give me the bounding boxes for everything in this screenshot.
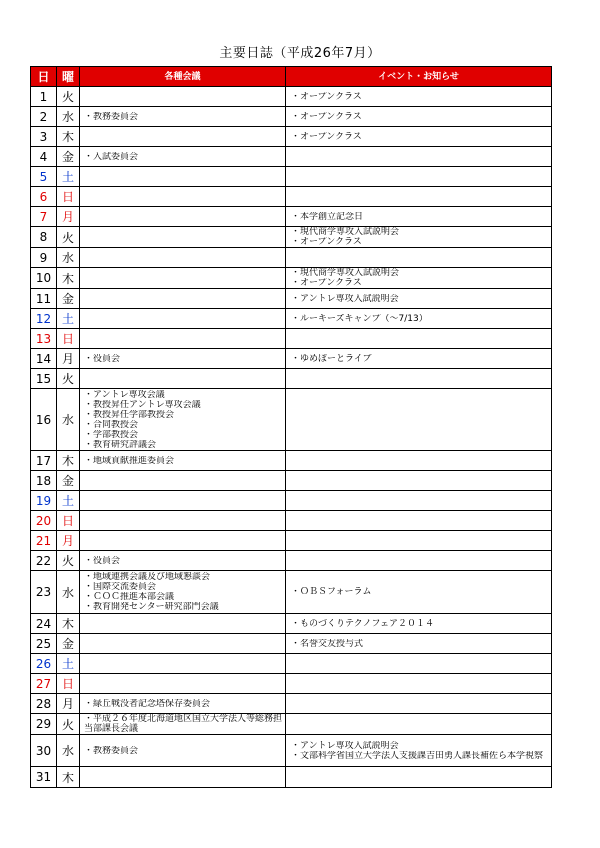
meetings-cell	[80, 551, 286, 571]
events-cell	[286, 187, 552, 207]
event-item: ・オープンクラス	[291, 111, 362, 122]
table-row	[31, 571, 552, 614]
weekday-cell: 日	[57, 329, 80, 349]
day-number-cell: 7	[31, 207, 57, 227]
day-number-cell: 27	[31, 674, 57, 694]
weekday-cell: 水	[57, 571, 80, 614]
weekday-cell: 水	[57, 107, 80, 127]
day-number-cell: 24	[31, 614, 57, 634]
meeting-item: ・教授昇任アントレ専攻会議	[84, 399, 201, 410]
meetings-cell	[80, 127, 286, 147]
events-cell	[286, 571, 552, 614]
table-row	[31, 107, 552, 127]
day-number-cell: 5	[31, 167, 57, 187]
weekday-cell: 月	[57, 207, 80, 227]
weekday-cell: 土	[57, 654, 80, 674]
events-cell	[286, 127, 552, 147]
meetings-cell	[80, 471, 286, 491]
meetings-cell	[80, 735, 286, 767]
weekday-cell: 水	[57, 735, 80, 767]
weekday-cell: 火	[57, 87, 80, 107]
weekday-cell: 水	[57, 248, 80, 268]
weekday-cell: 火	[57, 551, 80, 571]
meeting-item: ・役員会	[84, 555, 121, 566]
meetings-cell	[80, 491, 286, 511]
weekday-cell: 木	[57, 268, 80, 289]
table-row	[31, 227, 552, 248]
table-row	[31, 289, 552, 309]
event-item: ・本学創立記念日	[291, 211, 364, 222]
event-item: ・オープンクラス	[291, 278, 362, 288]
table-row	[31, 268, 552, 289]
weekday-cell: 日	[57, 511, 80, 531]
events-cell	[286, 654, 552, 674]
weekday-cell: 月	[57, 349, 80, 369]
meetings-cell	[80, 714, 286, 735]
table-row	[31, 167, 552, 187]
day-number-cell: 29	[31, 714, 57, 735]
events-cell	[286, 227, 552, 248]
day-number-cell: 21	[31, 531, 57, 551]
events-cell	[286, 674, 552, 694]
meetings-cell	[80, 389, 286, 451]
event-item: ・現代商学専攻入試説明会	[291, 268, 400, 278]
table-row	[31, 714, 552, 735]
table-row	[31, 309, 552, 329]
weekday-cell: 土	[57, 309, 80, 329]
event-item: ・オープンクラス	[291, 91, 362, 102]
meeting-item: ・教授昇任学部教授会	[84, 409, 175, 420]
meeting-item: ・学部教授会	[84, 429, 139, 440]
meeting-item: ・教育研究評議会	[84, 439, 157, 450]
weekday-cell: 金	[57, 634, 80, 654]
events-cell	[286, 289, 552, 309]
day-number-cell: 22	[31, 551, 57, 571]
meetings-cell	[80, 571, 286, 614]
meetings-cell	[80, 227, 286, 248]
events-cell	[286, 714, 552, 735]
day-number-cell: 9	[31, 248, 57, 268]
header-meetings: 各種会議	[80, 67, 286, 87]
day-number-cell: 3	[31, 127, 57, 147]
day-number-cell: 25	[31, 634, 57, 654]
day-number-cell: 16	[31, 389, 57, 451]
events-cell	[286, 309, 552, 329]
weekday-cell: 水	[57, 389, 80, 451]
meeting-item: ・地域連携会議及び地域懇談会	[84, 572, 211, 582]
day-number-cell: 2	[31, 107, 57, 127]
day-number-cell: 17	[31, 451, 57, 471]
event-item: ・アントレ専攻入試説明会	[291, 740, 399, 751]
meetings-cell	[80, 531, 286, 551]
events-cell	[286, 167, 552, 187]
event-item: ・ものづくりテクノフェア２０１４	[291, 618, 435, 629]
weekday-cell: 火	[57, 369, 80, 389]
meetings-cell	[80, 167, 286, 187]
day-number-cell: 31	[31, 767, 57, 788]
table-row	[31, 694, 552, 714]
table-body	[31, 87, 552, 788]
weekday-cell: 月	[57, 694, 80, 714]
table-row	[31, 451, 552, 471]
events-cell	[286, 207, 552, 227]
meetings-cell	[80, 268, 286, 289]
meeting-item: ・アントレ専攻会議	[84, 389, 165, 400]
events-cell	[286, 634, 552, 654]
events-cell	[286, 268, 552, 289]
meetings-cell	[80, 767, 286, 788]
weekday-cell: 火	[57, 227, 80, 248]
event-item: ・オープンクラス	[291, 131, 362, 142]
events-cell	[286, 735, 552, 767]
table-row	[31, 767, 552, 788]
table-row	[31, 674, 552, 694]
table-row	[31, 654, 552, 674]
events-cell	[286, 491, 552, 511]
events-cell	[286, 614, 552, 634]
day-number-cell: 13	[31, 329, 57, 349]
daily-log-table	[30, 66, 552, 788]
meeting-item: ・役員会	[84, 353, 121, 364]
table-row	[31, 471, 552, 491]
table-row	[31, 87, 552, 107]
table-row	[31, 127, 552, 147]
table-row	[31, 634, 552, 654]
events-cell	[286, 147, 552, 167]
day-number-cell: 23	[31, 571, 57, 614]
weekday-cell: 金	[57, 471, 80, 491]
meetings-cell	[80, 654, 286, 674]
weekday-cell: 木	[57, 451, 80, 471]
table-row	[31, 147, 552, 167]
meetings-cell	[80, 349, 286, 369]
day-number-cell: 30	[31, 735, 57, 767]
day-number-cell: 8	[31, 227, 57, 248]
events-cell	[286, 531, 552, 551]
page-title: 主要日誌（平成26年7月）	[219, 46, 381, 61]
event-item: ・名誉交友授与式	[291, 638, 364, 649]
day-number-cell: 19	[31, 491, 57, 511]
meeting-item: ・緑丘戦没者記念塔保存委員会	[84, 698, 211, 709]
weekday-cell: 日	[57, 187, 80, 207]
day-number-cell: 14	[31, 349, 57, 369]
weekday-cell: 木	[57, 127, 80, 147]
event-item: ・ＯＢＳフォーラム	[291, 587, 372, 597]
day-number-cell: 15	[31, 369, 57, 389]
meetings-cell	[80, 694, 286, 714]
day-number-cell: 4	[31, 147, 57, 167]
meeting-item: ・教務委員会	[84, 111, 139, 122]
events-cell	[286, 349, 552, 369]
day-number-cell: 10	[31, 268, 57, 289]
meetings-cell	[80, 511, 286, 531]
table-row	[31, 329, 552, 349]
weekday-cell: 金	[57, 147, 80, 167]
events-cell	[286, 107, 552, 127]
weekday-cell: 金	[57, 289, 80, 309]
event-item: ・現代商学専攻入試説明会	[291, 227, 400, 237]
weekday-cell: 火	[57, 714, 80, 735]
meetings-cell	[80, 309, 286, 329]
weekday-cell: 月	[57, 531, 80, 551]
meeting-item: ・平成２６年度北海道地区国立大学法人等総務担当部課長会議	[84, 714, 283, 734]
meetings-cell	[80, 369, 286, 389]
events-cell	[286, 369, 552, 389]
meetings-cell	[80, 634, 286, 654]
table-row	[31, 207, 552, 227]
table-row	[31, 491, 552, 511]
meeting-item: ・国際交流委員会	[84, 582, 157, 592]
meetings-cell	[80, 614, 286, 634]
meetings-cell	[80, 107, 286, 127]
meetings-cell	[80, 674, 286, 694]
table-row	[31, 369, 552, 389]
header-day: 日	[31, 67, 57, 87]
meetings-cell	[80, 207, 286, 227]
meeting-item: ・合同教授会	[84, 419, 139, 430]
table-row	[31, 614, 552, 634]
meetings-cell	[80, 248, 286, 268]
event-item: ・アントレ専攻入試説明会	[291, 293, 399, 304]
events-cell	[286, 471, 552, 491]
day-number-cell: 11	[31, 289, 57, 309]
day-number-cell: 1	[31, 87, 57, 107]
day-number-cell: 12	[31, 309, 57, 329]
meeting-item: ・地域貢献推進委員会	[84, 455, 175, 466]
weekday-cell: 木	[57, 614, 80, 634]
header-weekday: 曜	[57, 67, 80, 87]
day-number-cell: 6	[31, 187, 57, 207]
event-item: ・オープンクラス	[291, 237, 362, 247]
events-cell	[286, 87, 552, 107]
meetings-cell	[80, 147, 286, 167]
meetings-cell	[80, 87, 286, 107]
meetings-cell	[80, 289, 286, 309]
table-row	[31, 531, 552, 551]
day-number-cell: 28	[31, 694, 57, 714]
meeting-item: ・入試委員会	[84, 151, 139, 162]
day-number-cell: 20	[31, 511, 57, 531]
events-cell	[286, 451, 552, 471]
day-number-cell: 26	[31, 654, 57, 674]
events-cell	[286, 389, 552, 451]
table-row	[31, 551, 552, 571]
events-cell	[286, 694, 552, 714]
header-events: イベント・お知らせ	[286, 67, 552, 87]
events-cell	[286, 329, 552, 349]
events-cell	[286, 551, 552, 571]
meetings-cell	[80, 329, 286, 349]
meeting-item: ・教務委員会	[84, 745, 139, 756]
events-cell	[286, 767, 552, 788]
weekday-cell: 日	[57, 674, 80, 694]
table-row	[31, 735, 552, 767]
meetings-cell	[80, 451, 286, 471]
event-item: ・文部科学省国立大学法人支援課吉田勇人課長補佐ら本学視察	[291, 750, 544, 761]
table-row	[31, 349, 552, 369]
events-cell	[286, 511, 552, 531]
events-cell	[286, 248, 552, 268]
header-row	[31, 67, 552, 87]
meeting-item: ・ＣＯＣ推進本部会議	[84, 592, 175, 602]
meeting-item: ・教育開発センター研究部門会議	[84, 602, 219, 612]
table-row	[31, 248, 552, 268]
table-row	[31, 187, 552, 207]
day-number-cell: 18	[31, 471, 57, 491]
weekday-cell: 土	[57, 491, 80, 511]
table-row	[31, 389, 552, 451]
event-item: ・ゆめぽーとライブ	[291, 353, 372, 364]
weekday-cell: 木	[57, 767, 80, 788]
meetings-cell	[80, 187, 286, 207]
weekday-cell: 土	[57, 167, 80, 187]
event-item: ・ルーキーズキャンプ（～7/13）	[291, 313, 428, 324]
table-row	[31, 511, 552, 531]
